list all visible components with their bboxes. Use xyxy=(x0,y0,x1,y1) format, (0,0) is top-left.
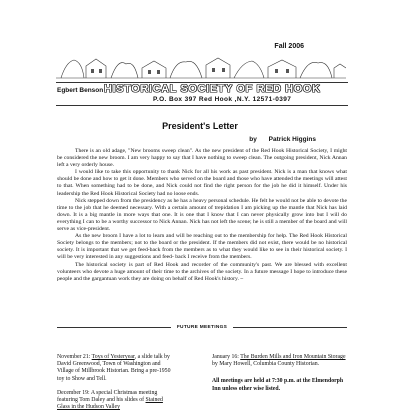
letter-paragraph: I would like to take this opportunity to thank Nick for all his work as past president. Nick is a man that knows what should be done and how to get it done. Members who served on the board and those who have attended the meetings will attest to that. When something had to be done, and Nick could not find the right person for the job he did it himself. Under his leadership the Red Hook Historical Society had no loose ends. xyxy=(57,169,347,197)
meetings-left-column xyxy=(57,354,177,418)
meetings-right-column xyxy=(212,354,347,400)
future-meetings-label: FUTURE MEETINGS xyxy=(176,325,228,330)
meeting-december xyxy=(57,390,177,412)
meeting-november xyxy=(57,354,177,383)
society-address: P.O. Box 397 Red Hook ,N.Y. 12571-0397 xyxy=(153,96,292,103)
meeting-detail: , a slide talk by David Greenwood, Town of Washington and Village of Millbrook Historian. Bring a pre-1950 toy to Show and Tell. xyxy=(57,354,171,382)
meeting-date: November 21: xyxy=(57,354,92,360)
meeting-detail: A special Christmas meeting featuring Tom Daley and his slides of xyxy=(57,389,158,404)
byline-by: by xyxy=(249,136,257,143)
heading-rule-right xyxy=(233,327,347,328)
issue-season: Fall 2006 xyxy=(274,43,304,50)
founder-name: Egbert Benson xyxy=(57,87,104,94)
meeting-title: Stained Glass in the Hudson Valley xyxy=(57,397,163,411)
village-street-illustration xyxy=(56,56,346,80)
letter-paragraph: There is an old adage, "New brooms sweep clean". As the new president of the Red Hook Historical Society, I might be considered the new broom. I am very happy to say that I have nothing to sweep clean. The outgoing president, Nick Annan left a very orderly house. xyxy=(57,148,347,169)
meeting-title: Toys of Yesteryear xyxy=(91,354,135,360)
letter-body xyxy=(57,148,347,283)
meeting-january xyxy=(212,354,347,368)
letter-paragraph: The historical society is part of Red Hook and recorder of the community's past. We are blessed with excellent volunteers who devote a huge amount of their time to the archives of the society. In a future message I hope to introduce these people and the gargantuan work they are doing on behalf of Red Hook's history. ~ xyxy=(57,261,347,282)
author-name: Patrick Higgins xyxy=(268,136,316,143)
letter-title: President's Letter xyxy=(162,121,238,131)
meeting-title: The Burden Mills and Iron Mountain Storage xyxy=(240,354,346,360)
meeting-date: December 19: xyxy=(57,389,91,396)
meeting-date: January 16: xyxy=(212,354,241,360)
meeting-location-note: All meetings are held at 7:30 p.m. at the Elmendorph Inn unless other wise listed. xyxy=(212,378,344,392)
society-name: HISTORICAL SOCIETY OF RED HOOK xyxy=(104,83,321,95)
letter-paragraph: As the new broom I have a lot to learn and will be reaching out to the membership for help. The Red Hook Historical Society belongs to the members; not to the board or the president. If the members did not exist, there would be no historical society. It is important that we get feed-back from the members as to what they would like to see in their historical society. I will be very interested in any suggestions and feed- back I receive from the members. xyxy=(57,233,347,261)
future-meetings-heading xyxy=(57,325,347,330)
meeting-detail: by Mary Howell, Columbia County Historian. xyxy=(212,361,320,368)
heading-rule-left xyxy=(57,327,171,328)
byline xyxy=(249,136,316,143)
letter-paragraph: Nick stepped down from the presidency as he has a heavy personal schedule. He felt he would not be able to devote the time to the job that he deemed necessary. With a certain amount of trepidation I am picking up the mantle that Nick has laid down. It is a big mantle in more ways that one. It is one that I know that I can never physically grow into but I will do everything I can to be a worthy successor to Nick Annan. Nick has not left the scene; he is still a member of the board and will serve as vice-president. xyxy=(57,197,347,233)
header-bottom-rule xyxy=(56,105,348,106)
